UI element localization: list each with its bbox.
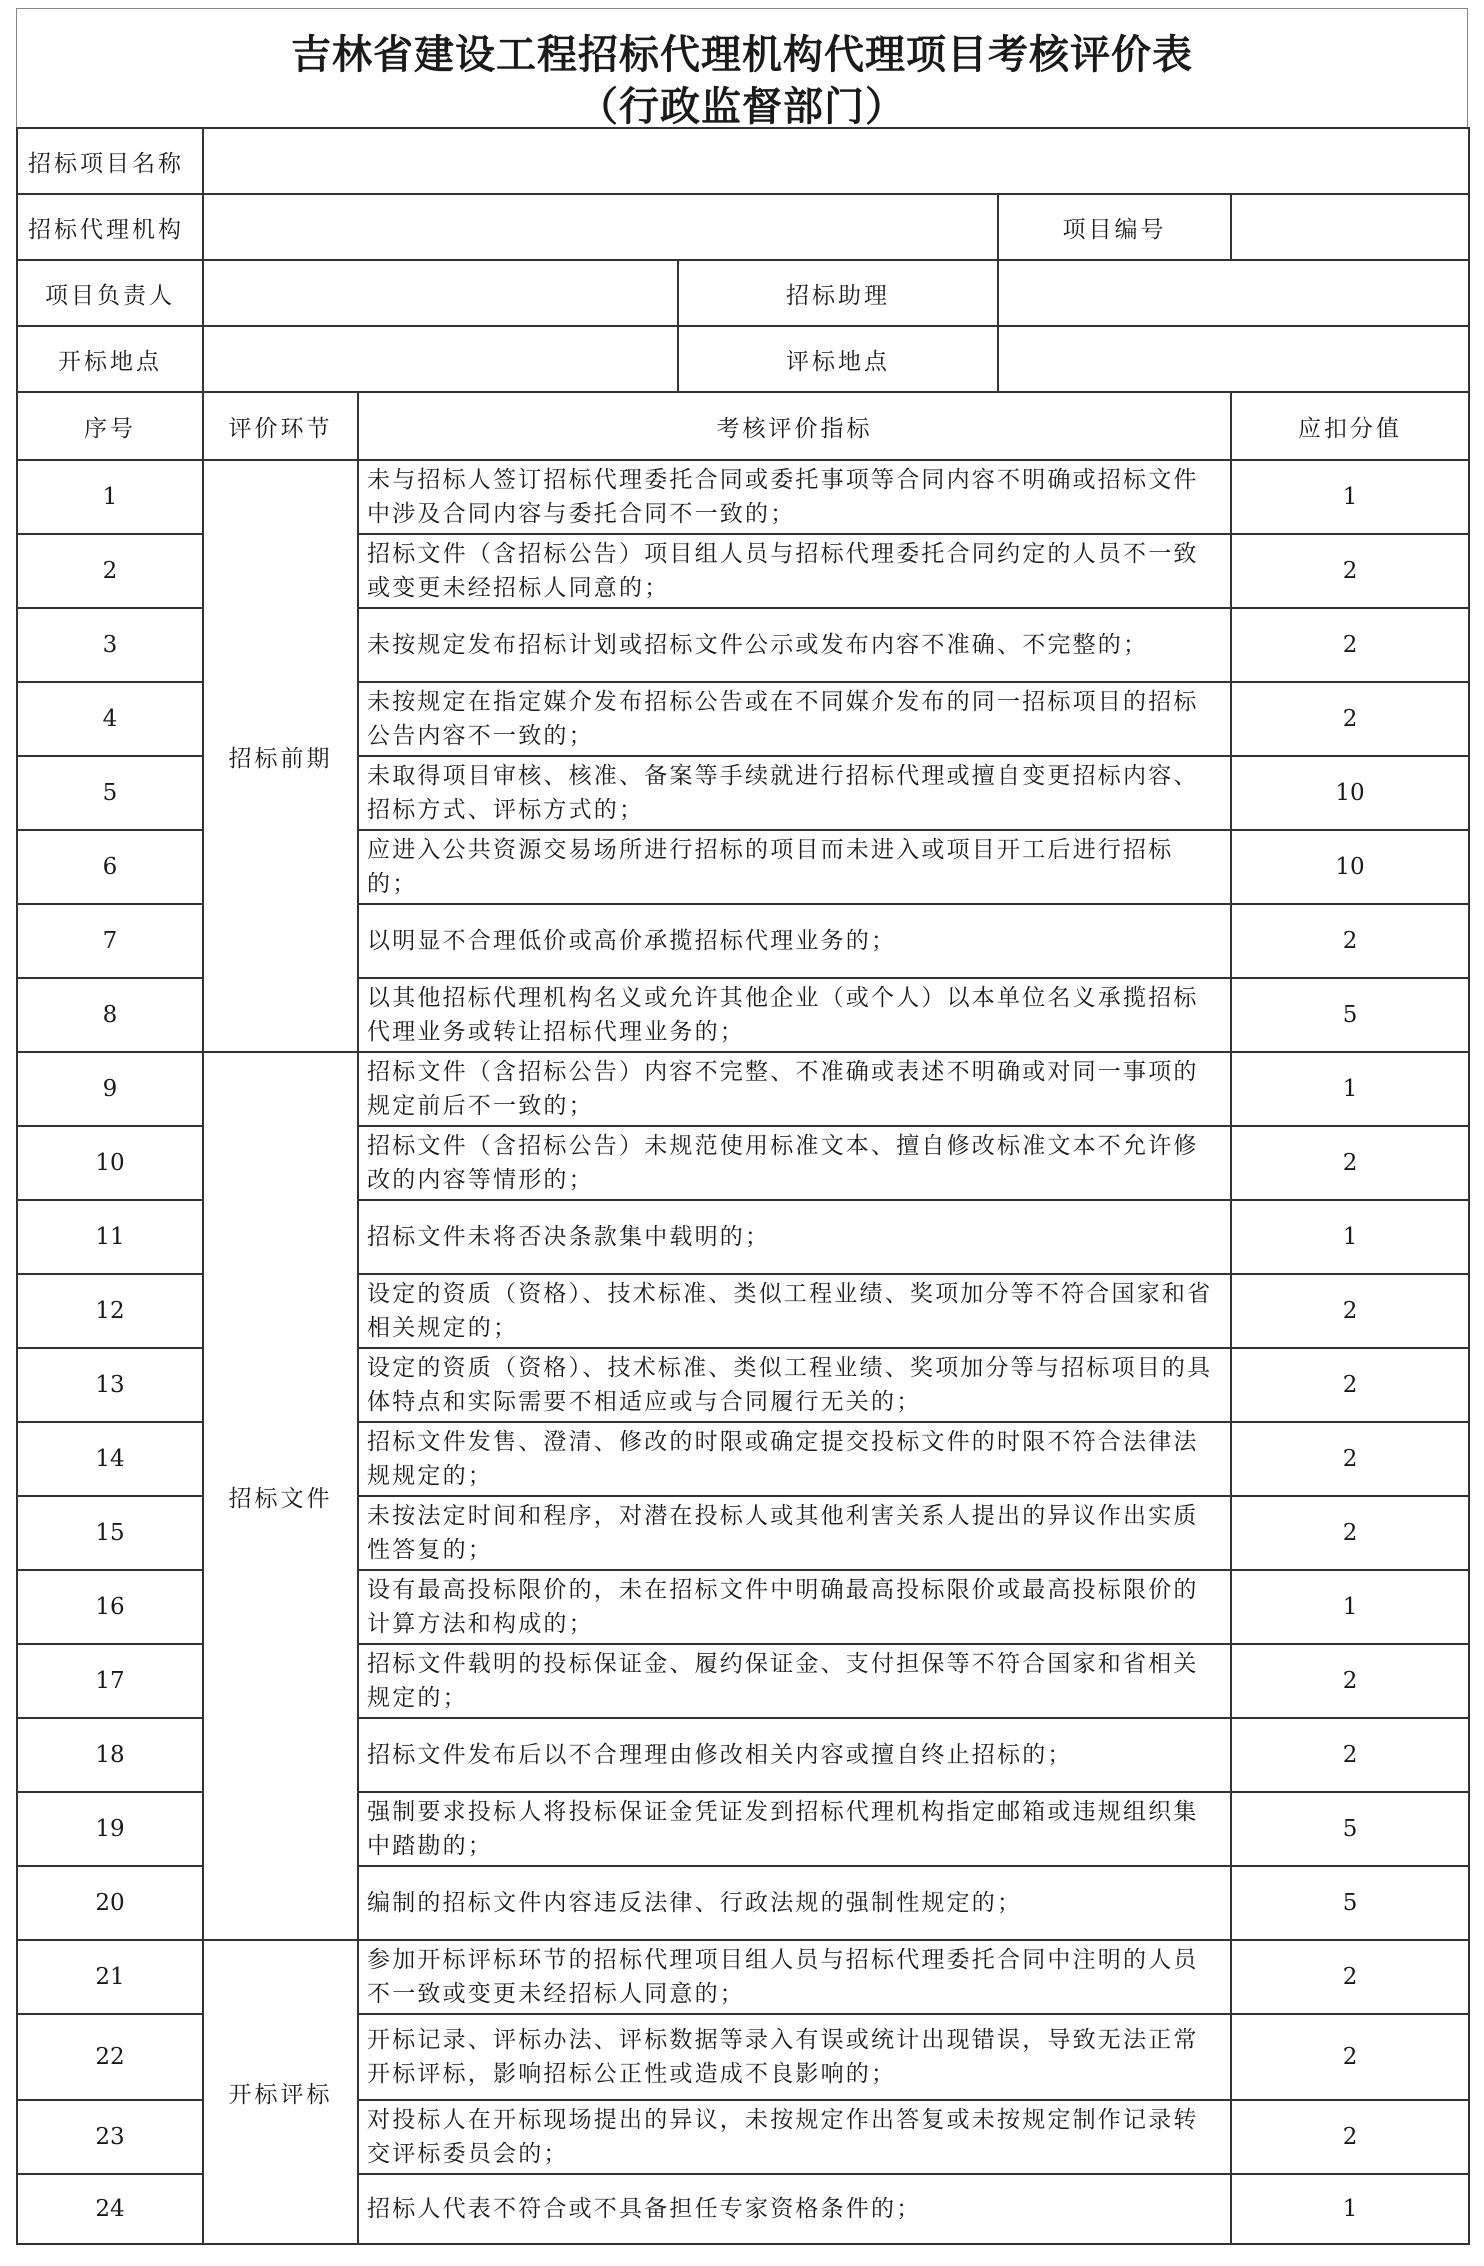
deduction-score: 2	[1231, 1422, 1469, 1496]
indicator-text: 设定的资质（资格）、技术标准、类似工程业绩、奖项加分等不符合国家和省相关规定的；	[358, 1274, 1231, 1348]
row-number: 24	[17, 2174, 203, 2244]
row-number: 1	[17, 460, 203, 534]
row-number: 8	[17, 978, 203, 1052]
table-row	[17, 460, 1469, 534]
row-number: 22	[17, 2014, 203, 2100]
indicator-text: 以其他招标代理机构名义或允许其他企业（或个人）以本单位名义承揽招标代理业务或转让招标代理业务的；	[358, 978, 1231, 1052]
row-number: 21	[17, 1940, 203, 2014]
row-number: 18	[17, 1718, 203, 1792]
row-number: 6	[17, 830, 203, 904]
indicator-text: 未按规定在指定媒介发布招标公告或在不同媒介发布的同一招标项目的招标公告内容不一致的；	[358, 682, 1231, 756]
project-no-value[interactable]	[1231, 194, 1469, 260]
deduction-score: 5	[1231, 978, 1469, 1052]
row-number: 12	[17, 1274, 203, 1348]
row-number: 14	[17, 1422, 203, 1496]
deduction-score: 2	[1231, 608, 1469, 682]
row-number: 11	[17, 1200, 203, 1274]
row-number: 17	[17, 1644, 203, 1718]
deduction-score: 2	[1231, 1126, 1469, 1200]
indicator-text: 未按规定发布招标计划或招标文件公示或发布内容不准确、不完整的；	[358, 608, 1231, 682]
row-number: 4	[17, 682, 203, 756]
indicator-text: 招标文件未将否决条款集中载明的；	[358, 1200, 1231, 1274]
table-row	[17, 1052, 1469, 1126]
row-number: 2	[17, 534, 203, 608]
deduction-score: 2	[1231, 2100, 1469, 2174]
manager-label: 项目负责人	[17, 260, 203, 326]
deduction-score: 2	[1231, 2014, 1469, 2100]
stage-cell: 招标文件	[203, 1052, 358, 1940]
eval-place-value[interactable]	[998, 326, 1469, 392]
info-row-place	[17, 326, 1469, 392]
row-number: 7	[17, 904, 203, 978]
indicator-text: 招标人代表不符合或不具备担任专家资格条件的；	[358, 2174, 1231, 2244]
stage-cell: 招标前期	[203, 460, 358, 1052]
stage-cell: 开标评标	[203, 1940, 358, 2244]
header-row	[17, 392, 1469, 460]
deduction-score: 1	[1231, 1200, 1469, 1274]
row-number: 19	[17, 1792, 203, 1866]
deduction-score: 2	[1231, 1644, 1469, 1718]
evaluation-table	[16, 127, 1470, 2245]
deduction-score: 2	[1231, 1274, 1469, 1348]
indicator-text: 未取得项目审核、核准、备案等手续就进行招标代理或擅自变更招标内容、招标方式、评标方式的；	[358, 756, 1231, 830]
indicator-text: 招标文件（含招标公告）内容不完整、不准确或表述不明确或对同一事项的规定前后不一致的；	[358, 1052, 1231, 1126]
agency-label: 招标代理机构	[17, 194, 203, 260]
row-number: 15	[17, 1496, 203, 1570]
row-number: 9	[17, 1052, 203, 1126]
info-row-project-name	[17, 128, 1469, 194]
indicator-text: 招标文件载明的投标保证金、履约保证金、支付担保等不符合国家和省相关规定的；	[358, 1644, 1231, 1718]
indicator-text: 设有最高投标限价的，未在招标文件中明确最高投标限价或最高投标限价的计算方法和构成的；	[358, 1570, 1231, 1644]
indicator-text: 招标文件（含招标公告）未规范使用标准文本、擅自修改标准文本不允许修改的内容等情形的；	[358, 1126, 1231, 1200]
indicator-text: 招标文件（含招标公告）项目组人员与招标代理委托合同约定的人员不一致或变更未经招标人同意的；	[358, 534, 1231, 608]
row-number: 5	[17, 756, 203, 830]
deduction-score: 2	[1231, 534, 1469, 608]
row-number: 16	[17, 1570, 203, 1644]
indicator-text: 对投标人在开标现场提出的异议，未按规定作出答复或未按规定制作记录转交评标委员会的；	[358, 2100, 1231, 2174]
deduction-score: 10	[1231, 756, 1469, 830]
info-row-manager	[17, 260, 1469, 326]
indicator-text: 未与招标人签订招标代理委托合同或委托事项等合同内容不明确或招标文件中涉及合同内容与委托合同不一致的；	[358, 460, 1231, 534]
indicator-text: 应进入公共资源交易场所进行招标的项目而未进入或项目开工后进行招标的；	[358, 830, 1231, 904]
deduction-score: 2	[1231, 682, 1469, 756]
eval-place-label: 评标地点	[678, 326, 998, 392]
indicator-text: 参加开标评标环节的招标代理项目组人员与招标代理委托合同中注明的人员不一致或变更未经招标人同意的；	[358, 1940, 1231, 2014]
agency-value[interactable]	[203, 194, 998, 260]
project-no-label: 项目编号	[998, 194, 1231, 260]
indicator-text: 强制要求投标人将投标保证金凭证发到招标代理机构指定邮箱或违规组织集中踏勘的；	[358, 1792, 1231, 1866]
info-row-agency	[17, 194, 1469, 260]
deduction-score: 5	[1231, 1792, 1469, 1866]
open-place-value[interactable]	[203, 326, 678, 392]
title-block	[16, 8, 1468, 130]
deduction-score: 2	[1231, 1496, 1469, 1570]
row-number: 3	[17, 608, 203, 682]
open-place-label: 开标地点	[17, 326, 203, 392]
indicator-text: 设定的资质（资格）、技术标准、类似工程业绩、奖项加分等与招标项目的具体特点和实际需要不相适应或与合同履行无关的；	[358, 1348, 1231, 1422]
deduction-score: 1	[1231, 2174, 1469, 2244]
deduction-score: 2	[1231, 1940, 1469, 2014]
indicator-text: 编制的招标文件内容违反法律、行政法规的强制性规定的；	[358, 1866, 1231, 1940]
indicator-text: 招标文件发售、澄清、修改的时限或确定提交投标文件的时限不符合法律法规规定的；	[358, 1422, 1231, 1496]
indicator-text: 未按法定时间和程序，对潜在投标人或其他利害关系人提出的异议作出实质性答复的；	[358, 1496, 1231, 1570]
assistant-value[interactable]	[998, 260, 1469, 326]
deduction-score: 1	[1231, 1570, 1469, 1644]
assistant-label: 招标助理	[678, 260, 998, 326]
header-score: 应扣分值	[1231, 392, 1469, 460]
deduction-score: 1	[1231, 460, 1469, 534]
row-number: 23	[17, 2100, 203, 2174]
deduction-score: 1	[1231, 1052, 1469, 1126]
row-number: 10	[17, 1126, 203, 1200]
indicator-text: 开标记录、评标办法、评标数据等录入有误或统计出现错误，导致无法正常开标评标，影响招标公正性或造成不良影响的；	[358, 2014, 1231, 2100]
indicator-text: 招标文件发布后以不合理理由修改相关内容或擅自终止招标的；	[358, 1718, 1231, 1792]
project-name-value[interactable]	[203, 128, 1469, 194]
deduction-score: 2	[1231, 1718, 1469, 1792]
header-seq: 序号	[17, 392, 203, 460]
deduction-score: 2	[1231, 904, 1469, 978]
deduction-score: 5	[1231, 1866, 1469, 1940]
deduction-score: 10	[1231, 830, 1469, 904]
table-row	[17, 1940, 1469, 2014]
project-name-label: 招标项目名称	[17, 128, 203, 194]
form-subtitle: （行政监督部门）	[578, 84, 906, 130]
indicator-text: 以明显不合理低价或高价承揽招标代理业务的；	[358, 904, 1231, 978]
row-number: 20	[17, 1866, 203, 1940]
deduction-score: 2	[1231, 1348, 1469, 1422]
header-indicator: 考核评价指标	[358, 392, 1231, 460]
row-number: 13	[17, 1348, 203, 1422]
form-title: 吉林省建设工程招标代理机构代理项目考核评价表	[291, 32, 1193, 78]
manager-value[interactable]	[203, 260, 678, 326]
header-stage: 评价环节	[203, 392, 358, 460]
